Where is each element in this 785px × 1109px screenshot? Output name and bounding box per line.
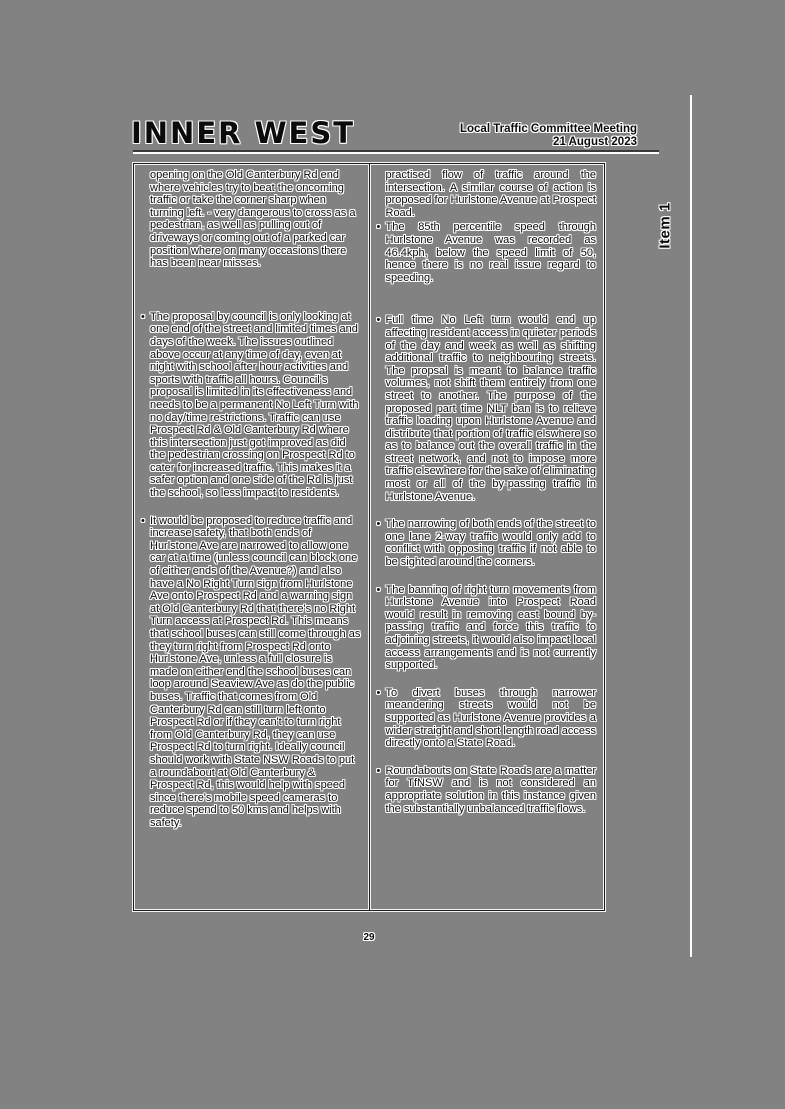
paragraph-right-2: • The 85th percentile speed through Hurlstone Avenue was recorded as 46.4kph, below the speed limit of 50, hence there is no real issue regard to speeding. xyxy=(377,221,597,284)
paragraph-left-2: • The proposal by council is only looking at one end of the street and limited times and days of the week. The issues outlined above occur at any time of day, even at night with school after hour activities and sports with traffic all hours. Council's proposal is limited in its effectiveness and needs to be a permanent No Left Turn with no day/time restrictions. Traffic can use Prospect Rd & Old Canterbury Rd where this intersection just got improved as did the pedestrian crossing on Prospect Rd to cater for increased traffic. This makes it a safer option and one side of the Rd is just the school, so less impact to residents. xyxy=(141,311,361,500)
submissions-table xyxy=(133,163,605,911)
page-number: 29 xyxy=(363,932,375,943)
header-divider-line xyxy=(133,150,659,154)
table-column-left xyxy=(134,164,369,910)
paragraph-left-3: • It would be proposed to reduce traffic and increase safety, that both ends of Hurlstone Ave are narrowed to allow one car at a time (unless council can block one of either ends of the Avenue?) and also have a No Right Turn sign from Hurlstone Ave onto Prospect Rd and a warning sign at Old Canterbury Rd that there's no Right Turn access at Prospect Rd. This means that school buses can still come through as they turn right from Prospect Rd onto Hurlstone Ave, unless a full closure is made on either end the school buses can loop around Seaview Ave as do the public buses. Traffic that comes from Old Canterbury Rd can still turn left onto Prospect Rd or if they can't to turn right from Old Canterbury Rd, they can use Prospect Rd to turn right. Ideally council should work with State NSW Roads to put a roundabout at Old Canterbury & Prospect Rd, this would help with speed since there's mobile speed cameras to reduce spend to 50 kms and helps with safety. xyxy=(141,515,361,830)
table-column-right xyxy=(370,164,605,910)
paragraph-right-5: • The banning of right turn movements from Hurlstone Avenue into Prospect Road would result in removing east bound by-passing traffic and force this traffic to adjoining streets, it would also impact local access arrangements and is not currently supported. xyxy=(377,584,597,672)
paragraph-right-4: • The narrowing of both ends of the street to one lane 2-way traffic would only add to conflict with opposing traffic if not able to be sighted around the corners. xyxy=(377,518,597,568)
meeting-title: Local Traffic Committee Meeting xyxy=(459,123,637,135)
item-tab-label: Item 1 xyxy=(656,201,674,249)
item-tab xyxy=(633,186,697,264)
paragraph-right-7: • Roundabouts on State Roads are a matter for TfNSW and is not considered an appropriate solution in this instance given the substantially unbalanced traffic flows. xyxy=(377,765,597,815)
header-meta xyxy=(460,123,637,149)
paragraph-right-3: • Full time No Left turn would end up affecting resident access in quieter periods of the day and week as well as shifting additional traffic to neighbouring streets. The propsal is meant to balance traffic volumes, not shift them entirely from one street to another. The purpose of the proposed part time NLT ban is to relieve traffic loading upon Hurlstone Avenue and distribute that portion of traffic elswhere so as to balance out the overall traffic in the street network, and not to impose more traffic elsewhere for the sake of eliminating most or all of the by-passing traffic in Hurlstone Avenue. xyxy=(377,314,597,503)
meeting-date: 21 August 2023 xyxy=(553,136,637,148)
inner-west-logo: INNER WEST xyxy=(131,115,356,151)
paragraph-right-6: • To divert buses through narrower meandering streets would not be supported as Hurlstone Avenue provides a wider straight and short length road access directly onto a State Road. xyxy=(377,687,597,750)
item-tab-rule xyxy=(690,95,692,957)
paragraph-left-1: opening on the Old Canterbury Rd end where vehicles try to beat the oncoming traffic or take the corner sharp when turning left. - very dangerous to cross as a pedestrian, as well as pulling out of driveways or coming out of a parked car position where on many occasions there has been near misses. xyxy=(150,169,356,270)
paragraph-right-1: practised flow of traffic around the intersection. A similar course of action is proposed for Hurlstone Avenue at Prospect Road. xyxy=(385,169,596,219)
